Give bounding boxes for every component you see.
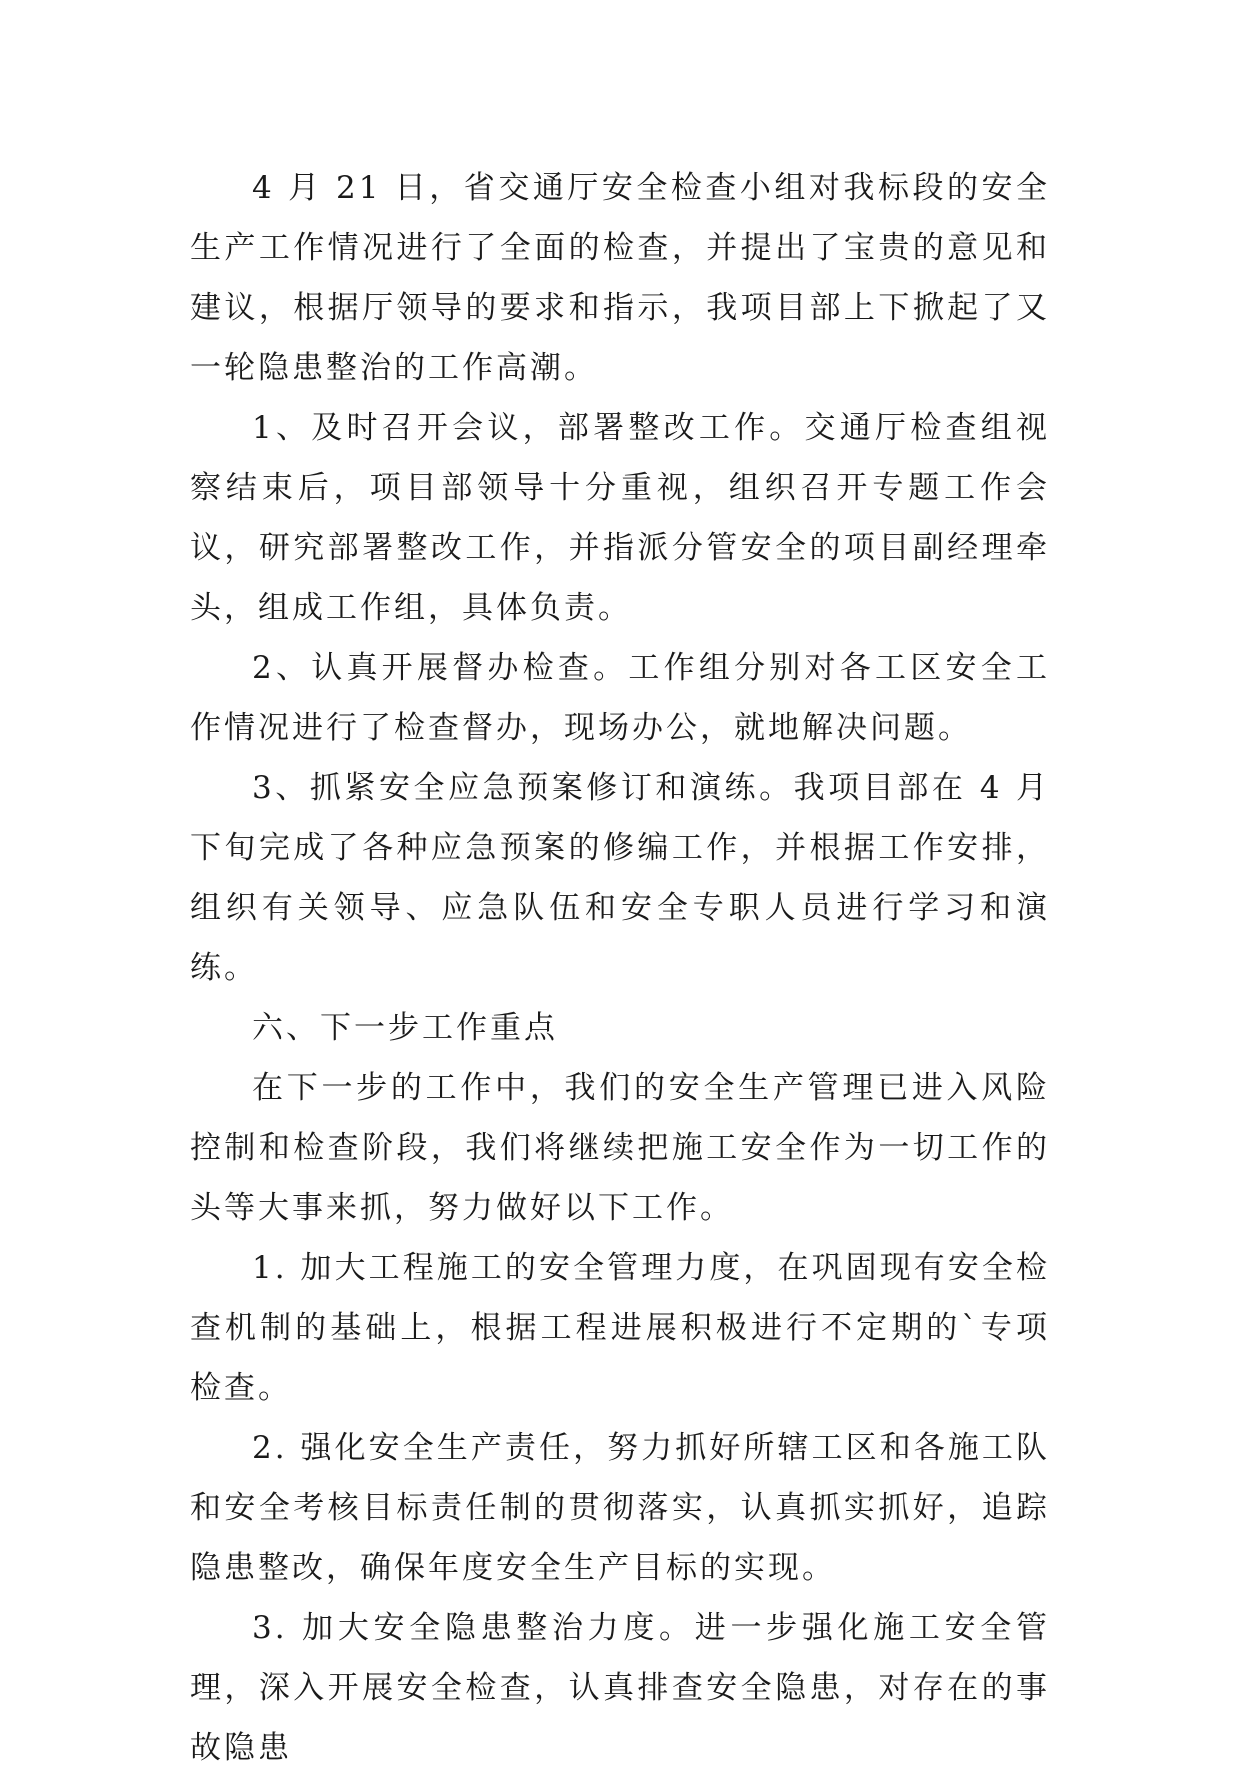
paragraph-next-item-2: 2. 强化安全生产责任，努力抓好所辖工区和各施工队和安全考核目标责任制的贯彻落实，认真抓实抓好，追踪隐患整改，确保年度安全生产目标的实现。 xyxy=(190,1430,1050,1586)
paragraph-next-steps: 在下一步的工作中，我们的安全生产管理已进入风险控制和检查阶段，我们将继续把施工安全作为一切工作的头等大事来抓，努力做好以下工作。 xyxy=(190,1070,1050,1226)
paragraph-next-item-3: 3. 加大安全隐患整治力度。进一步强化施工安全管理，深入开展安全检查，认真排查安全隐患，对存在的事故隐患 xyxy=(190,1610,1050,1766)
paragraph-intro: 4 月 21 日，省交通厅安全检查小组对我标段的安全生产工作情况进行了全面的检查，并提出了宝贵的意见和建议，根据厅领导的要求和指示，我项目部上下掀起了又一轮隐患整治的工作高潮。 xyxy=(190,170,1050,386)
paragraph-item-2: 2、认真开展督办检查。工作组分别对各工区安全工作情况进行了检查督办，现场办公，就地解决问题。 xyxy=(190,650,1050,746)
paragraph-next-item-1: 1. 加大工程施工的安全管理力度，在巩固现有安全检查机制的基础上，根据工程进展积极进行不定期的`专项检查。 xyxy=(190,1250,1050,1406)
paragraph-item-3: 3、抓紧安全应急预案修订和演练。我项目部在 4 月下旬完成了各种应急预案的修编工作，并根据工作安排，组织有关领导、应急队伍和安全专职人员进行学习和演练。 xyxy=(190,770,1050,986)
section-heading: 六、下一步工作重点 xyxy=(252,1010,558,1046)
paragraph-item-1: 1、及时召开会议，部署整改工作。交通厅检查组视察结束后，项目部领导十分重视，组织召开专题工作会议，研究部署整改工作，并指派分管安全的项目副经理牵头，组成工作组，具体负责。 xyxy=(190,410,1050,626)
document-body xyxy=(190,158,1050,1778)
